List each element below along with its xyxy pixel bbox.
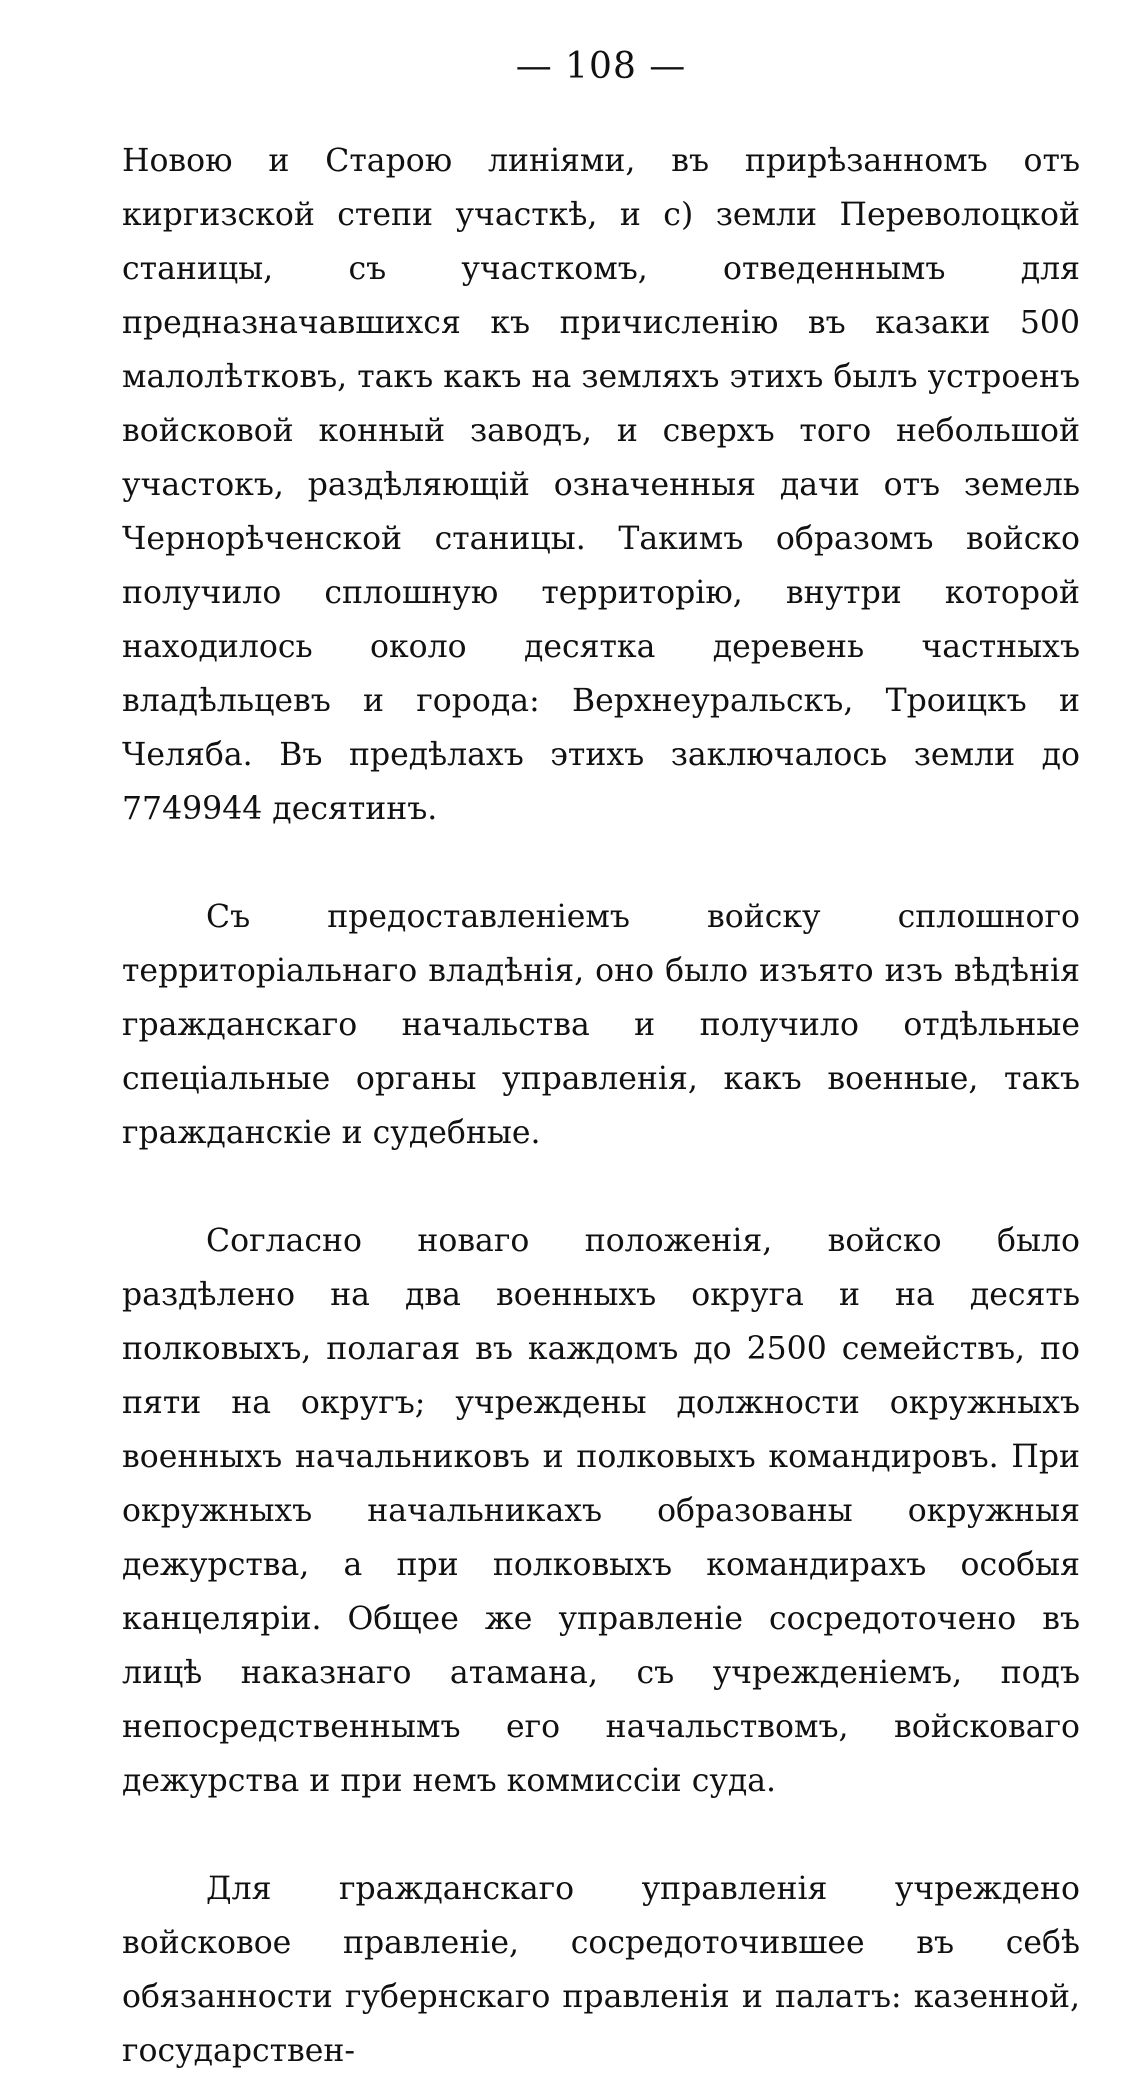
paragraph-1: Новою и Старою линіями, въ прирѣзанномъ отъ киргизской степи участкѣ, и с) земли Переволоцкой станицы, съ участкомъ, отведеннымъ для предназначавшихся къ причисленію въ казаки 500 малолѣтковъ, такъ какъ на земляхъ этихъ былъ устроенъ войсковой конный заводъ, и сверхъ того небольшой участокъ, раздѣляющій означенныя дачи отъ земель Чернорѣченской станицы. Такимъ образомъ войско получило сплошную территорію, внутри которой находилось около десятка деревень частныхъ владѣльцевъ и города: Верхнеуральскъ, Троицкъ и Челяба. Въ предѣлахъ этихъ заключалось земли до 7749944 десятинъ. [122,143,1080,827]
paragraph-3: Согласно новаго положенія, войско было раздѣлено на два военныхъ округа и на десять полковыхъ, полагая въ каждомъ до 2500 семействъ, по пяти на округъ; учреждены должности окружныхъ военныхъ начальниковъ и полковыхъ командировъ. При окружныхъ начальникахъ образованы окружныя дежурства, а при полковыхъ командирахъ особыя канцеляріи. Общее же управленіе сосредоточено въ лицѣ наказнаго атамана, съ учрежденіемъ, подъ непосредственнымъ его начальствомъ, войсковаго дежурства и при немъ коммиссіи суда. [122,1223,1080,1799]
paragraph-2: Съ предоставленіемъ войску сплошного территоріальнаго владѣнія, оно было изъято изъ вѣдѣнія гражданскаго начальства и получило отдѣльные спеціальные органы управленія, какъ военные, такъ гражданскіе и судебные. [122,899,1080,1151]
paragraph-gap [122,1160,1080,1214]
page-number: — 108 — [515,46,687,87]
paragraph-gap [122,836,1080,890]
paragraph-gap [122,1808,1080,1862]
paragraph-4: Для гражданскаго управленія учреждено войсковое правленіе, сосредоточившее въ себѣ обязанности губернскаго правленія и палатъ: казенной, государствен- [122,1871,1080,2069]
